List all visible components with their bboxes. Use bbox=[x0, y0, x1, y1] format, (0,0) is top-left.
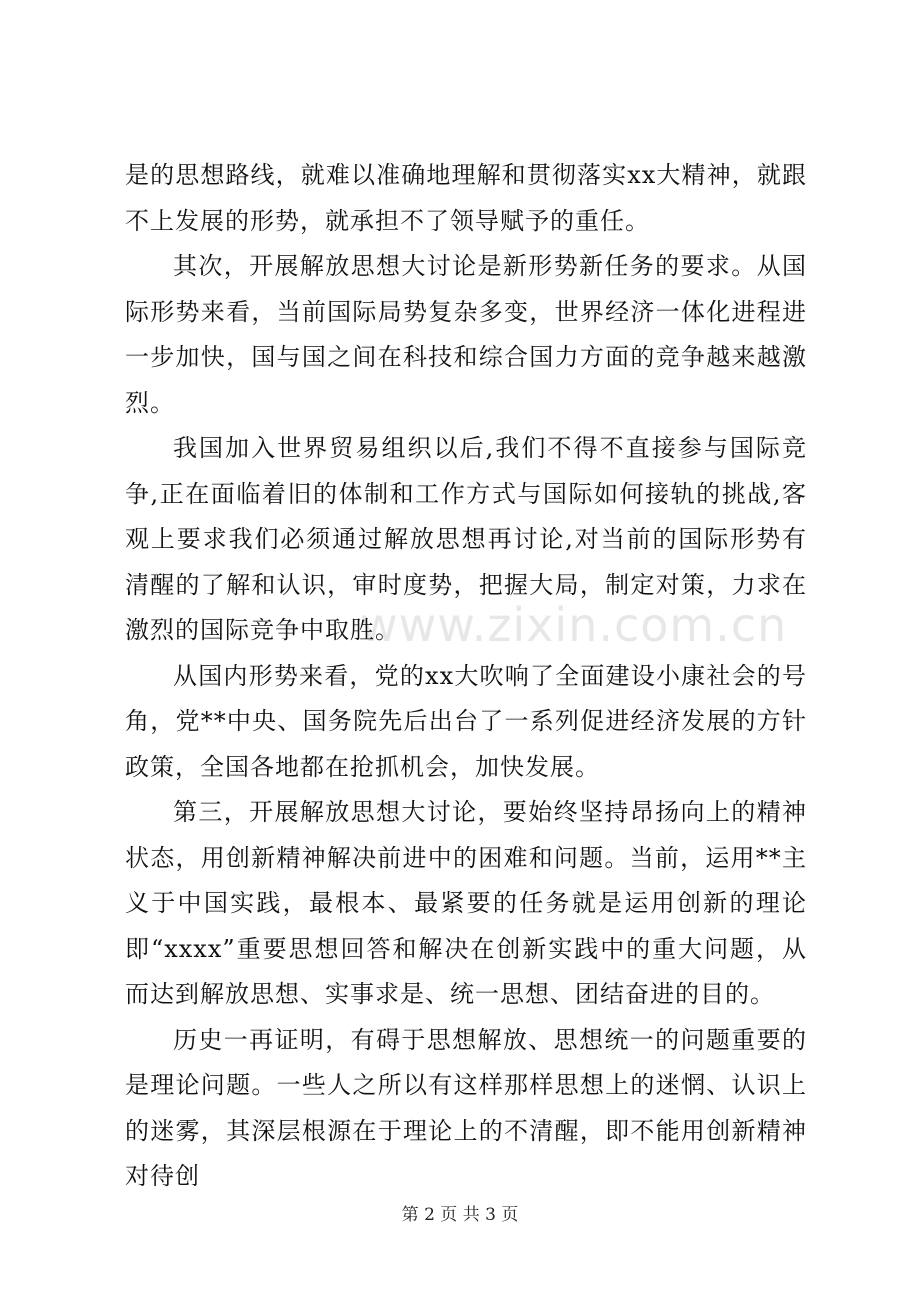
watermark: www.zixin.com.cn bbox=[360, 598, 788, 652]
page-footer: 第 2 页 共 3 页 bbox=[401, 1205, 519, 1225]
paragraph-3: 我国加入世界贸易组织以后,我们不得不直接参与国际竞争,正在面临着旧的体制和工作方式与国际如何接轨的挑战,客观上要求我们必须通过解放思想再讨论,对当前的国际形势有清醒的了解和认识，审时度势，把握大局，制定对策，力求在激烈的国际竞争中取胜。 bbox=[125, 434, 807, 644]
paragraph-5: 第三，开展解放思想大讨论，要始终坚持昂扬向上的精神状态，用创新精神解决前进中的困难和问题。当前，运用**主义于中国实践，最根本、最紧要的任务就是运用创新的理论即“xxxx”重要思想回答和解决在创新实践中的重大问题，从而达到解放思想、实事求是、统一思想、团结奋进的目的。 bbox=[125, 798, 807, 1008]
paragraph-1: 是的思想路线，就难以准确地理解和贯彻落实xx大精神，就跟不上发展的形势，就承担不了领导赋予的重任。 bbox=[125, 161, 807, 235]
paragraph-4: 从国内形势来看，党的xx大吹响了全面建设小康社会的号角，党**中央、国务院先后出台了一系列促进经济发展的方针政策，全国各地都在抢抓机会，加快发展。 bbox=[125, 661, 807, 781]
body-text bbox=[125, 153, 807, 1200]
paragraph-6: 历史一再证明，有碍于思想解放、思想统一的问题重要的是理论问题。一些人之所以有这样那样思想上的迷惘、认识上的迷雾，其深层根源在于理论上的不清醒，即不能用创新精神对待创 bbox=[125, 1025, 807, 1190]
paragraph-2: 其次，开展解放思想大讨论是新形势新任务的要求。从国际形势来看，当前国际局势复杂多变，世界经济一体化进程进一步加快，国与国之间在科技和综合国力方面的竞争越来越激烈。 bbox=[125, 252, 807, 417]
